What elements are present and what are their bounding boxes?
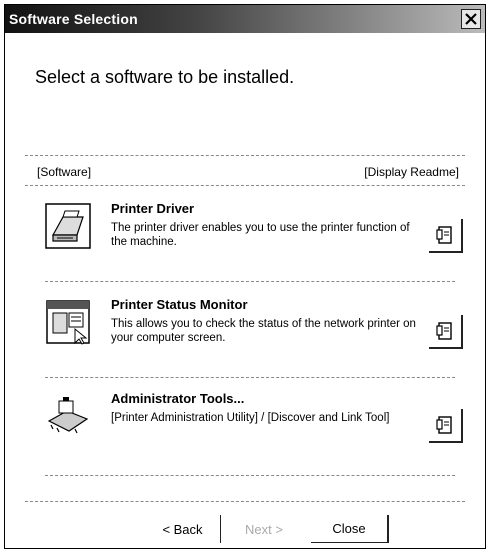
software-item-printer-driver[interactable] [35,201,465,281]
item-description: [Printer Administration Utility] / [Discover and Link Tool] [111,412,390,424]
readme-column-label: [Display Readme] [364,165,459,179]
software-item-administrator-tools[interactable] [35,391,465,471]
close-icon [464,12,478,26]
software-column-label: [Software] [37,165,92,179]
page-heading: Select a software to be installed. [35,67,295,87]
item-description: This allows you to check the status of the network printer on your computer screen. [111,318,416,344]
readme-button-printer-driver[interactable] [429,219,463,253]
software-selection-dialog [4,4,486,549]
back-button[interactable]: < Back [145,515,221,543]
button-bar [5,505,485,549]
divider-top [25,155,465,156]
item-title: Printer Driver [111,201,195,216]
divider-header [25,185,465,186]
divider-row3 [45,475,455,476]
item-title: Administrator Tools... [111,391,245,406]
readme-button-administrator-tools[interactable] [429,409,463,443]
window-title: Software Selection [9,11,138,27]
readme-icon [436,415,454,435]
software-item-printer-status-monitor[interactable] [35,297,465,377]
printer-icon[interactable] [45,203,91,249]
item-title: Printer Status Monitor [111,297,248,312]
title-bar [5,5,485,33]
close-button[interactable]: Close [311,515,389,543]
readme-icon [436,321,454,341]
window-close-button[interactable] [461,9,481,29]
divider-footer [25,501,465,502]
status-monitor-icon[interactable] [45,299,91,345]
divider-row1 [45,281,455,282]
readme-button-printer-status-monitor[interactable] [429,315,463,349]
admin-tools-icon[interactable] [45,393,91,439]
item-description: The printer driver enables you to use the printer function of the machine. [111,222,410,248]
divider-row2 [45,377,455,378]
readme-icon [436,225,454,245]
next-button[interactable]: Next > [245,521,283,537]
